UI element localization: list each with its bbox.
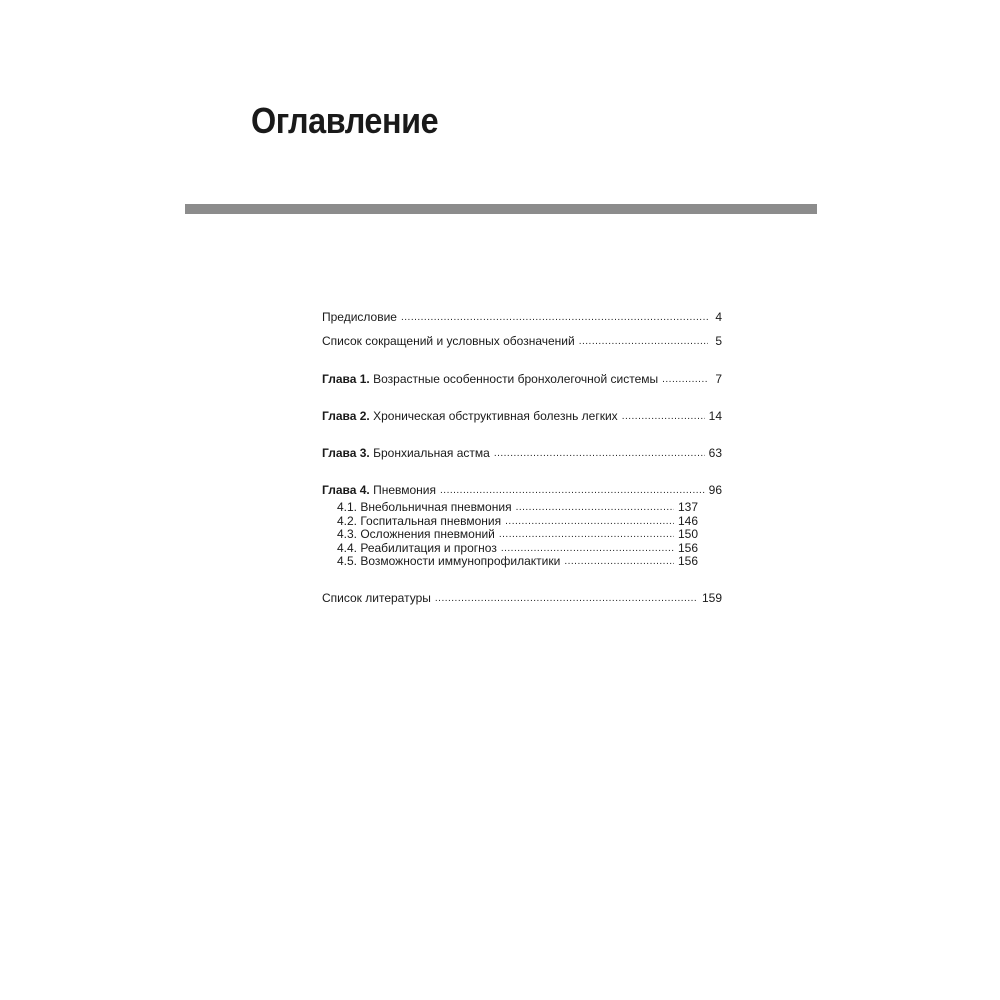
- toc-leader: [564, 554, 674, 566]
- toc-entry-chapter-3[interactable]: [322, 446, 722, 461]
- toc-page: 96: [708, 483, 722, 497]
- toc-leader: [440, 482, 705, 494]
- toc-leader: [494, 445, 705, 457]
- toc-entry-section-4-3[interactable]: [322, 528, 698, 542]
- toc-leader: [579, 333, 708, 345]
- toc-leader: [499, 527, 674, 539]
- toc-entry-section-4-2[interactable]: [322, 515, 698, 529]
- toc-page: 137: [677, 500, 698, 514]
- toc-page: 156: [677, 554, 698, 568]
- toc-label: Список сокращений и условных обозначений: [322, 334, 575, 348]
- toc-entry-chapter-4[interactable]: [322, 483, 722, 498]
- toc-label: Предисловие: [322, 310, 397, 324]
- toc-entry-section-4-4[interactable]: [322, 542, 698, 556]
- toc-page: 63: [708, 446, 722, 460]
- toc-label: 4.1. Внебольничная пневмония: [337, 500, 512, 514]
- toc-leader: [505, 514, 674, 526]
- toc-page: 156: [677, 540, 698, 555]
- toc-page: 14: [708, 409, 722, 423]
- toc-entry-abbreviations[interactable]: [322, 334, 722, 349]
- toc-page: 7: [715, 372, 722, 386]
- toc-label: [322, 483, 436, 498]
- toc-leader: [516, 500, 674, 512]
- toc-page: 159: [701, 590, 722, 605]
- toc-label: [322, 372, 658, 387]
- toc-entry-references[interactable]: [322, 591, 722, 606]
- toc-leader: [622, 408, 705, 420]
- toc-page: 4: [715, 310, 722, 324]
- toc-page: 150: [677, 527, 698, 541]
- toc-leader: [501, 541, 674, 553]
- toc-entry-section-4-1[interactable]: [322, 501, 698, 515]
- chapter-prefix: Глава 4.: [322, 483, 370, 497]
- toc-label: [322, 409, 618, 424]
- toc-entry-preface[interactable]: [322, 310, 722, 325]
- toc-page: 5: [715, 334, 722, 348]
- title-divider: [185, 204, 817, 214]
- toc-page: 146: [677, 513, 698, 528]
- toc-leader: [662, 371, 708, 383]
- chapter-title: Пневмония: [373, 483, 437, 497]
- toc-leader: [401, 309, 708, 321]
- toc-label: 4.3. Осложнения пневмоний: [337, 527, 495, 541]
- toc-entry-chapter-2[interactable]: [322, 409, 722, 424]
- toc-entry-section-4-5[interactable]: [322, 555, 698, 569]
- toc-label: [322, 446, 490, 461]
- page-title: Оглавление: [251, 100, 439, 141]
- toc-leader: [435, 590, 698, 602]
- toc-label: 4.4. Реабилитация и прогноз: [337, 540, 497, 555]
- table-of-contents: [322, 310, 722, 606]
- chapter-title: Возрастные особенности бронхолегочной системы: [373, 372, 659, 386]
- toc-entry-chapter-1[interactable]: [322, 372, 722, 387]
- toc-label: 4.2. Госпитальная пневмония: [337, 513, 502, 528]
- toc-label: 4.5. Возможности иммунопрофилактики: [337, 554, 561, 568]
- chapter-prefix: Глава 3.: [322, 446, 370, 460]
- chapter-prefix: Глава 1.: [322, 372, 370, 386]
- chapter-prefix: Глава 2.: [322, 409, 370, 423]
- toc-label: Список литературы: [322, 590, 431, 605]
- chapter-title: Бронхиальная астма: [373, 446, 490, 460]
- chapter-title: Хроническая обструктивная болезнь легких: [373, 409, 618, 423]
